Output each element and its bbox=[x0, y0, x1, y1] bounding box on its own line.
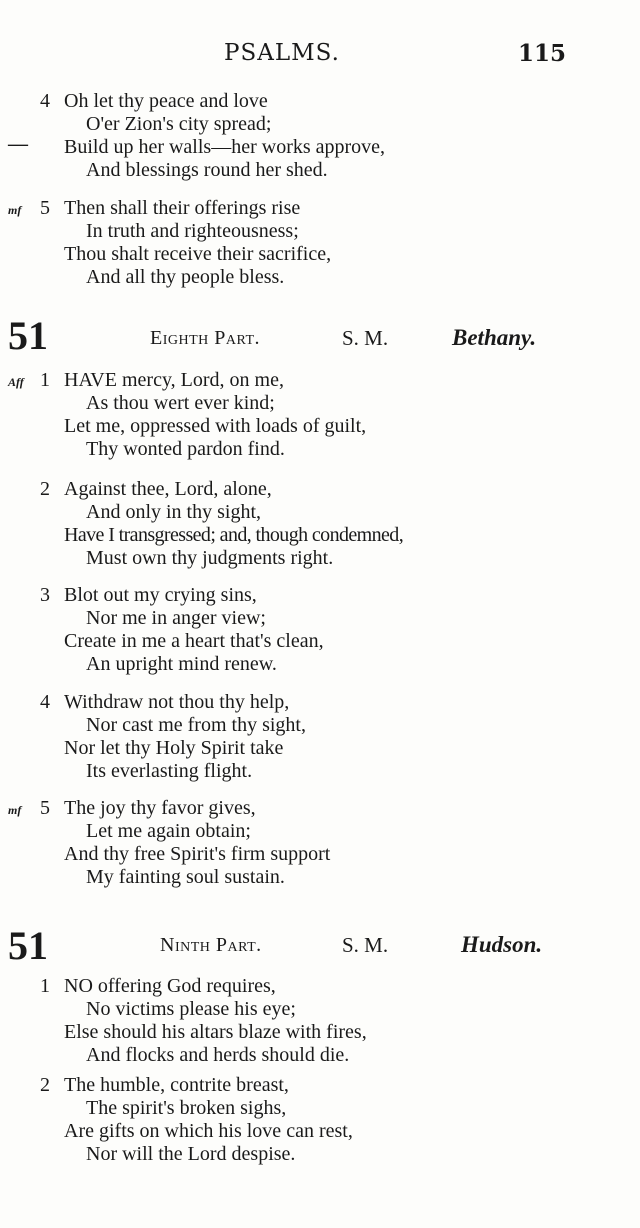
verse-line: Have I transgressed; and, though condemned, bbox=[64, 524, 404, 546]
verse-line: Nor will the Lord despise. bbox=[86, 1143, 296, 1165]
page-number: 115 bbox=[518, 40, 567, 67]
verse-line: And flocks and herds should die. bbox=[86, 1044, 350, 1066]
verse-line: Build up her walls—her works approve, bbox=[64, 136, 386, 158]
verse-number: 2 bbox=[40, 478, 50, 500]
verse-line: Are gifts on which his love can rest, bbox=[64, 1120, 353, 1142]
verse-line: Let me again obtain; bbox=[86, 820, 251, 842]
dynamic-mark: mf bbox=[8, 203, 22, 217]
verse-line: Withdraw not thou thy help, bbox=[64, 691, 290, 713]
verse-line: And all thy people bless. bbox=[86, 266, 285, 288]
verse-line: Nor me in anger view; bbox=[86, 607, 266, 629]
verse-line: The humble, contrite breast, bbox=[64, 1074, 289, 1096]
verse-line: Nor let thy Holy Spirit take bbox=[64, 737, 284, 759]
verse-line: NO offering God requires, bbox=[64, 975, 276, 997]
verse-line: Must own thy judgments right. bbox=[86, 547, 334, 569]
verse-number: 4 bbox=[40, 90, 50, 112]
verse-line: Nor cast me from thy sight, bbox=[86, 714, 306, 736]
running-title: PSALMS. bbox=[224, 40, 340, 66]
verse-line: My fainting soul sustain. bbox=[86, 866, 285, 888]
verse-line: No victims please his eye; bbox=[86, 998, 296, 1020]
verse-line: And only in thy sight, bbox=[86, 501, 262, 523]
verse-line: The joy thy favor gives, bbox=[64, 797, 256, 819]
verse-line: The spirit's broken sighs, bbox=[86, 1097, 287, 1119]
verse-line: In truth and righteousness; bbox=[86, 220, 299, 242]
verse-line: Thy wonted pardon find. bbox=[86, 438, 285, 460]
verse-line: Thou shalt receive their sacrifice, bbox=[64, 243, 332, 265]
verse-line: O'er Zion's city spread; bbox=[86, 113, 272, 135]
verse-line: And thy free Spirit's firm support bbox=[64, 843, 331, 865]
hymn-tune: Bethany. bbox=[452, 325, 537, 350]
verse-line: HAVE mercy, Lord, on me, bbox=[64, 369, 284, 391]
hymn-number: 51 bbox=[8, 923, 48, 968]
verse-line: As thou wert ever kind; bbox=[86, 392, 275, 414]
verse-line: And blessings round her shed. bbox=[86, 159, 328, 181]
verse-line: Then shall their offerings rise bbox=[64, 197, 301, 219]
verse-line: Let me, oppressed with loads of guilt, bbox=[64, 415, 367, 437]
verse-line: Create in me a heart that's clean, bbox=[64, 630, 324, 652]
verse-number: 3 bbox=[40, 584, 50, 606]
dynamic-dash-mark: — bbox=[8, 133, 28, 155]
verse-line: Else should his altars blaze with fires, bbox=[64, 1021, 367, 1043]
verse-number: 1 bbox=[40, 369, 50, 391]
hymn-number: 51 bbox=[8, 313, 48, 358]
verse-line: Against thee, Lord, alone, bbox=[64, 478, 272, 500]
verse-line: Oh let thy peace and love bbox=[64, 90, 268, 112]
hymn-part: Ninth Part. bbox=[160, 934, 262, 956]
dynamic-mark: mf bbox=[8, 803, 22, 817]
hymn-meter: S. M. bbox=[342, 933, 389, 957]
verse-number: 4 bbox=[40, 691, 50, 713]
dynamic-mark: Aff bbox=[8, 375, 24, 389]
verse-line: Its everlasting flight. bbox=[86, 760, 253, 782]
verse-line: Blot out my crying sins, bbox=[64, 584, 257, 606]
hymn-tune: Hudson. bbox=[461, 932, 543, 957]
verse-number: 5 bbox=[40, 797, 50, 819]
hymn-meter: S. M. bbox=[342, 326, 389, 350]
verse-line: An upright mind renew. bbox=[86, 653, 277, 675]
hymn-part: Eighth Part. bbox=[150, 327, 261, 349]
verse-number: 1 bbox=[40, 975, 50, 997]
verse-number: 5 bbox=[40, 197, 50, 219]
verse-number: 2 bbox=[40, 1074, 50, 1096]
